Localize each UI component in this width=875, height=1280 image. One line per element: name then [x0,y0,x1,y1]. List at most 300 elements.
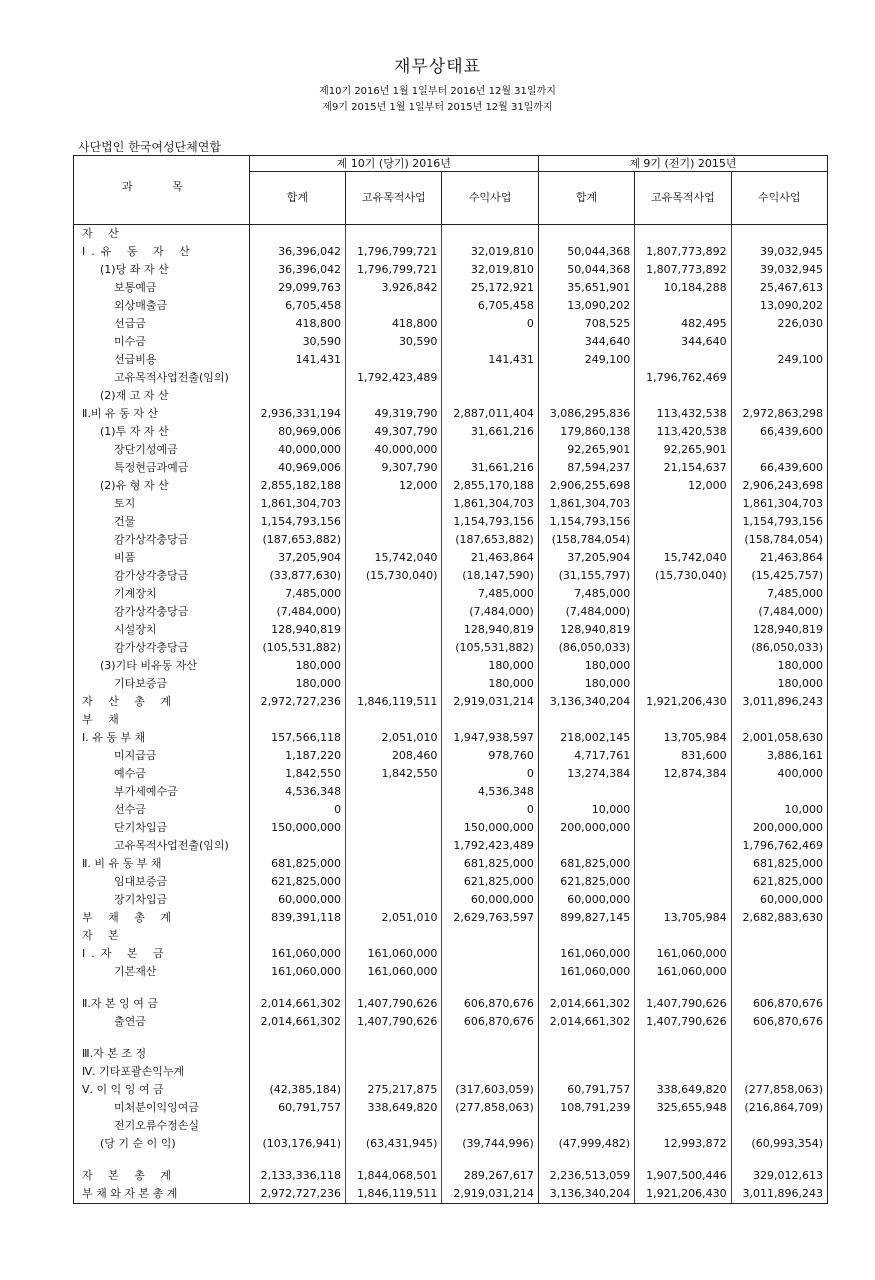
amount-cell [442,945,538,963]
account-label [74,243,250,261]
amount-cell: 1,407,790,626 [635,981,731,1013]
table-row [74,765,828,783]
table-row [74,729,828,747]
account-label [74,405,250,423]
amount-cell: (15,730,040) [635,567,731,585]
account-label-text: 건물 [114,515,136,528]
amount-cell: 1,154,793,156 [442,513,538,531]
account-label-text: Ⅱ.비 유 동 자 산 [82,407,159,420]
amount-cell [346,783,442,801]
amount-cell: 289,267,617 [442,1153,538,1185]
amount-cell: (7,484,000) [731,603,827,621]
table-row [74,1185,828,1204]
table-row [74,747,828,765]
amount-cell: 418,800 [249,315,345,333]
amount-cell: 1,861,304,703 [442,495,538,513]
amount-cell: 1,154,793,156 [249,513,345,531]
account-label-text: 전기오류수정손실 [114,1119,200,1132]
amount-cell: 2,014,661,302 [249,981,345,1013]
amount-cell [635,675,731,693]
amount-cell [635,855,731,873]
amount-cell [538,387,634,405]
amount-cell [635,387,731,405]
account-label [74,621,250,639]
account-label [74,1031,250,1063]
account-label-text: Ⅲ.자 본 조 정 [82,1047,147,1060]
amount-cell: 418,800 [346,315,442,333]
amount-cell: (63,431,945) [346,1135,442,1153]
amount-cell: 1,407,790,626 [346,1013,442,1031]
amount-cell [346,639,442,657]
table-row [74,1153,828,1185]
table-row [74,1117,828,1135]
account-label [74,225,250,244]
account-label [74,675,250,693]
table-row [74,297,828,315]
amount-cell [346,657,442,675]
table-row [74,891,828,909]
amount-cell: 15,742,040 [346,549,442,567]
amount-cell: 1,796,799,721 [346,243,442,261]
account-label-text: 선급금 [114,317,146,330]
amount-cell: (216,864,709) [731,1099,827,1117]
table-row [74,315,828,333]
amount-cell: 3,136,340,204 [538,1185,634,1204]
amount-cell: 7,485,000 [249,585,345,603]
account-label [74,603,250,621]
amount-cell: 2,001,058,630 [731,729,827,747]
amount-cell: 1,846,119,511 [346,1185,442,1204]
amount-cell: 1,861,304,703 [731,495,827,513]
amount-cell: (18,147,590) [442,567,538,585]
amount-cell: 2,936,331,194 [249,405,345,423]
amount-cell: 6,705,458 [249,297,345,315]
amount-cell: 92,265,901 [635,441,731,459]
amount-cell: 0 [442,315,538,333]
amount-cell [442,1117,538,1135]
account-label [74,1013,250,1031]
amount-cell [538,837,634,855]
amount-cell [731,333,827,351]
account-label-text: 부가세예수금 [114,785,178,798]
amount-cell: (103,176,941) [249,1135,345,1153]
amount-cell: 344,640 [635,333,731,351]
account-label [74,909,250,927]
table-row [74,855,828,873]
account-label [74,927,250,945]
amount-cell [346,873,442,891]
amount-cell [346,603,442,621]
amount-cell: 3,086,295,836 [538,405,634,423]
account-label [74,1135,250,1153]
account-label-text: Ⅳ. 기타포괄손익누계 [82,1065,185,1078]
amount-cell [731,711,827,729]
account-label [74,729,250,747]
amount-cell: 161,060,000 [635,963,731,981]
amount-cell: 40,969,006 [249,459,345,477]
amount-cell [442,369,538,387]
amount-cell: 37,205,904 [538,549,634,567]
amount-cell: 13,705,984 [635,729,731,747]
amount-cell: 1,861,304,703 [249,495,345,513]
amount-cell [249,1063,345,1081]
amount-cell: 141,431 [249,351,345,369]
amount-cell [538,225,634,244]
amount-cell [249,1117,345,1135]
account-label-text: 감가상각충당금 [114,641,189,654]
table-row [74,549,828,567]
amount-cell: 2,887,011,404 [442,405,538,423]
account-label [74,711,250,729]
amount-cell: 12,000 [346,477,442,495]
account-label-text: Ⅱ.자 본 잉 여 금 [82,997,159,1010]
account-label [74,585,250,603]
table-row [74,657,828,675]
amount-cell [635,837,731,855]
account-label-text: 미지급금 [114,749,157,762]
amount-cell [346,1031,442,1063]
amount-cell: 37,205,904 [249,549,345,567]
amount-cell: 150,000,000 [249,819,345,837]
amount-cell: (47,999,482) [538,1135,634,1153]
table-row [74,837,828,855]
table-row [74,477,828,495]
amount-cell [249,927,345,945]
amount-cell [346,675,442,693]
account-label-text: 감가상각충당금 [114,533,189,546]
amount-cell: 161,060,000 [249,945,345,963]
amount-cell: 621,825,000 [442,873,538,891]
amount-cell: 249,100 [731,351,827,369]
account-label [74,351,250,369]
account-label-text: 비품 [114,551,136,564]
amount-cell: 606,870,676 [731,1013,827,1031]
amount-cell [442,333,538,351]
table-row [74,495,828,513]
account-label [74,657,250,675]
amount-cell: 200,000,000 [538,819,634,837]
amount-cell: 1,796,762,469 [635,369,731,387]
amount-cell [731,945,827,963]
amount-cell: 128,940,819 [731,621,827,639]
account-label-text: 고유목적사업전출(임의) [114,839,229,852]
amount-cell: 400,000 [731,765,827,783]
amount-cell [249,387,345,405]
table-row [74,783,828,801]
account-label-text: Ⅱ. 비 유 동 부 채 [82,857,162,870]
amount-cell: 49,307,790 [346,423,442,441]
amount-cell: (31,155,797) [538,567,634,585]
amount-cell: 60,791,757 [538,1081,634,1099]
table-row [74,351,828,369]
account-label [74,459,250,477]
account-label [74,279,250,297]
amount-cell: 200,000,000 [731,819,827,837]
amount-cell [731,369,827,387]
amount-cell [731,225,827,244]
amount-cell: 180,000 [538,657,634,675]
account-label-text: 자 본 총 계 [82,1169,177,1182]
account-label [74,297,250,315]
amount-cell: (187,653,882) [442,531,538,549]
amount-cell [538,711,634,729]
account-label-text: 감가상각충당금 [114,569,189,582]
amount-cell: 15,742,040 [635,549,731,567]
amount-cell: 10,000 [731,801,827,819]
amount-cell: 1,844,068,501 [346,1153,442,1185]
amount-cell: 21,463,864 [731,549,827,567]
account-label [74,693,250,711]
amount-cell: 1,187,220 [249,747,345,765]
account-label-text: 특정현금과예금 [114,461,189,474]
amount-cell: 621,825,000 [731,873,827,891]
account-label [74,873,250,891]
amount-cell: 978,760 [442,747,538,765]
amount-cell: 3,926,842 [346,279,442,297]
amount-cell: 161,060,000 [538,963,634,981]
amount-cell: 1,407,790,626 [635,1013,731,1031]
amount-cell: (39,744,996) [442,1135,538,1153]
amount-cell: 0 [249,801,345,819]
amount-cell: 161,060,000 [346,945,442,963]
amount-cell [442,711,538,729]
column-header: 합계 [249,172,345,225]
account-label-text: 기타보증금 [114,677,168,690]
amount-cell: 40,000,000 [249,441,345,459]
amount-cell: 1,154,793,156 [731,513,827,531]
amount-cell: 180,000 [442,675,538,693]
amount-cell [346,927,442,945]
account-label [74,1185,250,1204]
amount-cell: 2,972,863,298 [731,405,827,423]
amount-cell [249,711,345,729]
amount-cell: 180,000 [538,675,634,693]
table-row [74,621,828,639]
amount-cell: 1,792,423,489 [442,837,538,855]
table-row [74,711,828,729]
amount-cell: 7,485,000 [442,585,538,603]
amount-cell [346,801,442,819]
amount-cell: 180,000 [731,675,827,693]
amount-cell: 338,649,820 [346,1099,442,1117]
organization-name: 사단법인 한국여성단체연합 [78,140,221,154]
account-label [74,765,250,783]
amount-cell: 1,846,119,511 [346,693,442,711]
amount-cell: 60,000,000 [249,891,345,909]
amount-cell: 10,184,288 [635,279,731,297]
amount-cell [442,387,538,405]
amount-cell [635,819,731,837]
table-row [74,243,828,261]
amount-cell: 141,431 [442,351,538,369]
amount-cell: 1,796,762,469 [731,837,827,855]
amount-cell: 49,319,790 [346,405,442,423]
amount-cell [442,1031,538,1063]
amount-cell: 325,655,948 [635,1099,731,1117]
amount-cell: 2,014,661,302 [538,1013,634,1031]
amount-cell: (277,858,063) [731,1081,827,1099]
table-row [74,423,828,441]
amount-cell [346,225,442,244]
amount-cell [538,1063,634,1081]
account-label-text: 토지 [114,497,136,510]
amount-cell: 1,921,206,430 [635,693,731,711]
amount-cell [538,1117,634,1135]
amount-cell [346,819,442,837]
amount-cell: (42,385,184) [249,1081,345,1099]
amount-cell [635,783,731,801]
table-row [74,387,828,405]
account-label [74,495,250,513]
amount-cell: 1,921,206,430 [635,1185,731,1204]
column-header: 합계 [538,172,634,225]
amount-cell: (158,784,054) [731,531,827,549]
account-label [74,567,250,585]
amount-cell [635,513,731,531]
account-label [74,549,250,567]
account-label-text: (3)기타 비유동 자산 [100,659,197,672]
amount-cell: 50,044,368 [538,261,634,279]
amount-cell: 4,536,348 [249,783,345,801]
amount-cell: 32,019,810 [442,261,538,279]
amount-cell: 87,594,237 [538,459,634,477]
amount-cell: 35,651,901 [538,279,634,297]
amount-cell: 31,661,216 [442,423,538,441]
amount-cell [731,1063,827,1081]
amount-cell: 606,870,676 [442,981,538,1013]
account-label [74,1153,250,1185]
amount-cell: 2,629,763,597 [442,909,538,927]
account-label-text: 미처분이익잉여금 [114,1101,200,1114]
account-label [74,1063,250,1081]
amount-cell: 4,536,348 [442,783,538,801]
amount-cell: 3,011,896,243 [731,693,827,711]
amount-cell: 7,485,000 [538,585,634,603]
account-label-text: 기본재산 [114,965,157,978]
amount-cell: 179,860,138 [538,423,634,441]
table-row [74,909,828,927]
account-label [74,783,250,801]
table-row [74,675,828,693]
balance-sheet-table [73,155,828,1204]
amount-cell: 2,051,010 [346,909,442,927]
amount-cell [249,225,345,244]
table-row [74,279,828,297]
amount-cell [346,837,442,855]
amount-cell [635,801,731,819]
amount-cell [731,1117,827,1135]
amount-cell [346,351,442,369]
amount-cell: 161,060,000 [346,963,442,981]
amount-cell: 180,000 [442,657,538,675]
account-label-text: 보통예금 [114,281,157,294]
amount-cell: 161,060,000 [249,963,345,981]
amount-cell [635,711,731,729]
amount-cell [442,1063,538,1081]
account-label-text: Ⅴ. 이 익 잉 여 금 [82,1083,164,1096]
amount-cell: 128,940,819 [442,621,538,639]
amount-cell [635,1063,731,1081]
amount-cell: 9,307,790 [346,459,442,477]
amount-cell: 708,525 [538,315,634,333]
table-row [74,585,828,603]
account-label-text: 시설장치 [114,623,157,636]
amount-cell [249,1031,345,1063]
account-label [74,261,250,279]
amount-cell: 32,019,810 [442,243,538,261]
account-label [74,477,250,495]
amount-cell [538,783,634,801]
amount-cell: 344,640 [538,333,634,351]
table-row [74,927,828,945]
amount-cell: 2,919,031,214 [442,1185,538,1204]
amount-cell: 180,000 [249,675,345,693]
account-label [74,1117,250,1135]
account-label-text: 자 산 [82,227,125,240]
amount-cell: 275,217,875 [346,1081,442,1099]
amount-cell: 831,600 [635,747,731,765]
amount-cell [538,927,634,945]
amount-cell [635,603,731,621]
amount-cell: (60,993,354) [731,1135,827,1153]
amount-cell: 338,649,820 [635,1081,731,1099]
amount-cell: 1,154,793,156 [538,513,634,531]
amount-cell: (317,603,059) [442,1081,538,1099]
amount-cell: 899,827,145 [538,909,634,927]
amount-cell [731,441,827,459]
amount-cell: 2,972,727,236 [249,1185,345,1204]
amount-cell [346,1063,442,1081]
amount-cell: 12,000 [635,477,731,495]
amount-cell: 39,032,945 [731,243,827,261]
table-row [74,1013,828,1031]
amount-cell [731,927,827,945]
amount-cell: 621,825,000 [538,873,634,891]
amount-cell [249,369,345,387]
table-row [74,369,828,387]
account-label [74,423,250,441]
amount-cell: 113,420,538 [635,423,731,441]
amount-cell: 1,842,550 [346,765,442,783]
account-label-text: Ⅰ.자 본 금 [82,947,170,960]
column-header: 고유목적사업 [346,172,442,225]
table-row [74,1081,828,1099]
amount-cell: 6,705,458 [442,297,538,315]
table-row [74,513,828,531]
amount-cell: (187,653,882) [249,531,345,549]
amount-cell [635,891,731,909]
account-label [74,333,250,351]
amount-cell: (7,484,000) [442,603,538,621]
amount-cell: 128,940,819 [538,621,634,639]
amount-cell: 2,972,727,236 [249,693,345,711]
table-row [74,1099,828,1117]
table-row [74,819,828,837]
table-row [74,441,828,459]
amount-cell: 161,060,000 [635,945,731,963]
amount-cell [346,855,442,873]
amount-cell: 249,100 [538,351,634,369]
amount-cell: 482,495 [635,315,731,333]
account-label-text: (2)재 고 자 산 [100,389,169,402]
amount-cell [635,657,731,675]
amount-cell: 66,439,600 [731,423,827,441]
amount-cell: 226,030 [731,315,827,333]
current-period-header: 제 10기 (당기) 2016년 [249,156,538,172]
account-label-text: 미수금 [114,335,146,348]
table-row [74,261,828,279]
amount-cell: 13,090,202 [731,297,827,315]
